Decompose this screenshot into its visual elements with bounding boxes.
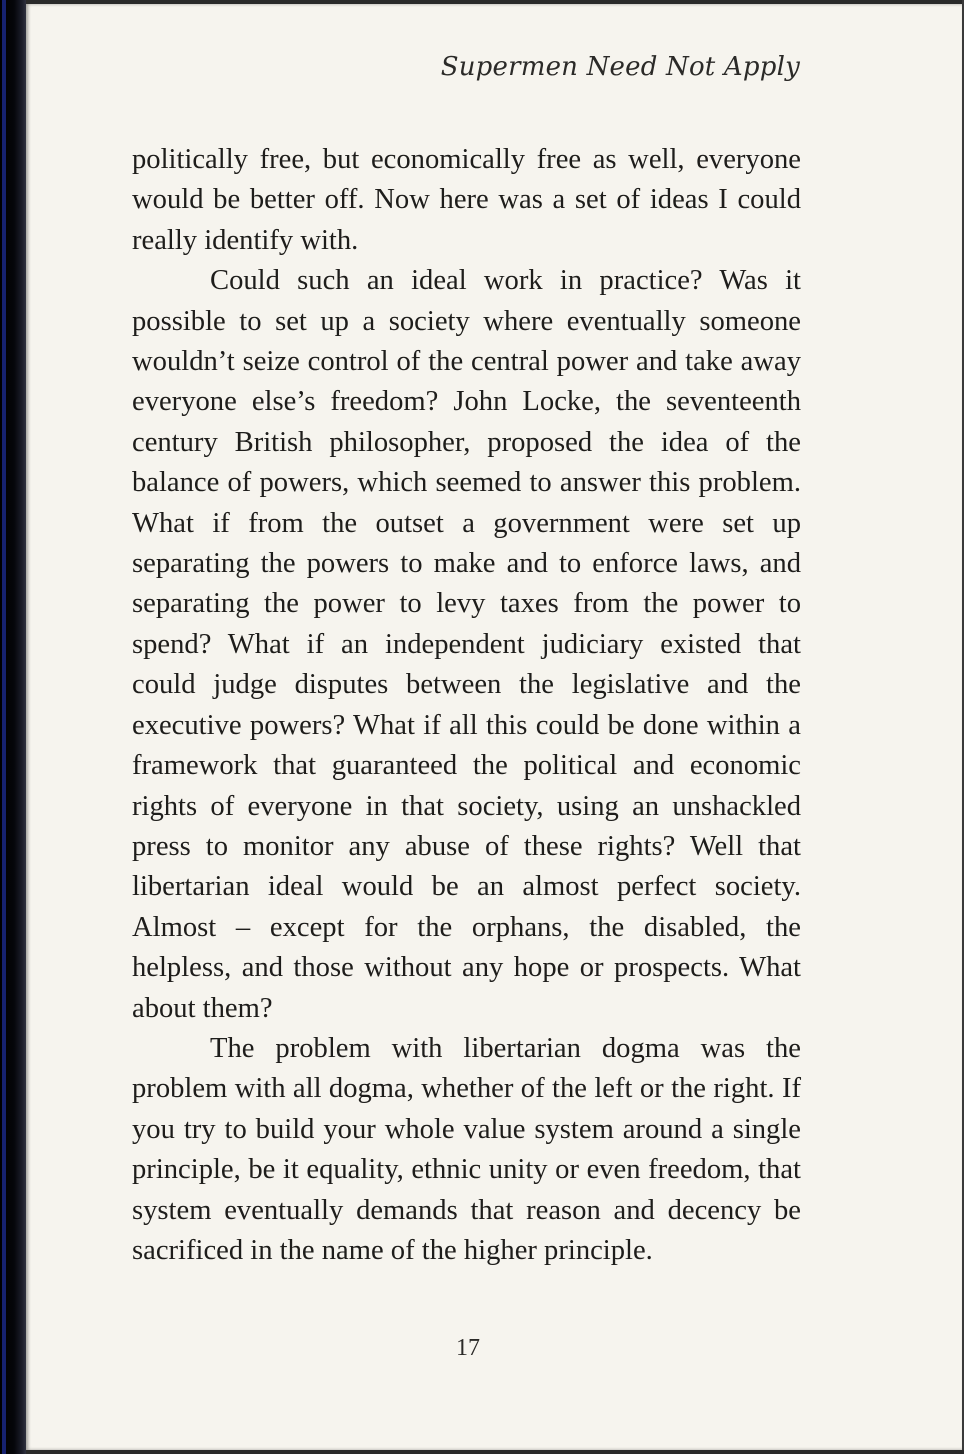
running-head: Supermen Need Not Apply (440, 52, 800, 82)
paragraph-3: The problem with libertarian dogma was the problem with all dogma, whether of the left or the right. If you try to build your whole value system around a single principle, be it equality, ethnic unity or even freedom, that system eventually demands that reason and decency be sacrificed in the name of the higher principle. (132, 1032, 801, 1266)
paragraph-1: politically free, but economically free as well, everyone would be better off. Now here was a set of ideas I could really identify with. (132, 144, 801, 256)
scan-edge-tint (2, 0, 6, 1454)
scan-bottom-edge (26, 1450, 964, 1454)
paragraph-2: Could such an ideal work in practice? Was it possible to set up a society where eventually someone wouldn’t seize control of the central power and take away everyone else’s freedom? John Locke, the seventeenth century British philosopher, proposed the idea of the balance of powers, which seemed to answer this problem. What if from the outset a government were set up separating the powers to make and to enforce laws, and separating the power to levy taxes from the power to spend? What if an independent judiciary existed that could judge disputes between the legislative and the executive powers? What if all this could be done within a framework that guaranteed the political and economic rights of everyone in that society, using an unshackled press to monitor any abuse of these rights? Well that libertarian ideal would be an almost perfect society. Almost – except for the orphans, the disabled, the helpless, and those without any hope or prospects. What about them? (132, 265, 801, 1024)
page-number: 17 (456, 1335, 480, 1361)
body-text (132, 140, 801, 1271)
